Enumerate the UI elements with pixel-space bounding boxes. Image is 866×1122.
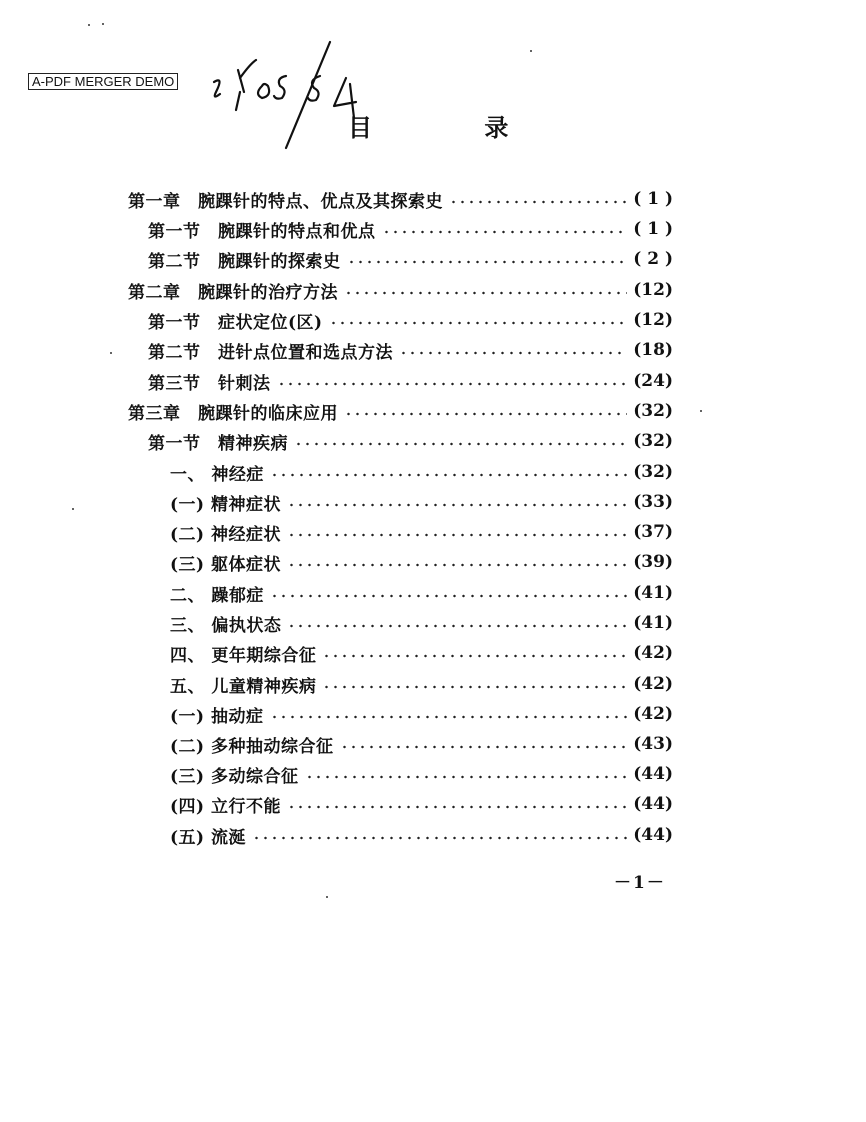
toc-page: (32) bbox=[633, 462, 673, 482]
toc-label: 二、 躁郁症 bbox=[170, 585, 264, 606]
toc-entry bbox=[148, 216, 673, 242]
scan-speck bbox=[326, 896, 328, 898]
toc-entry bbox=[170, 549, 673, 575]
toc-entry bbox=[170, 671, 673, 697]
page-number: －1－ bbox=[614, 873, 666, 893]
toc-page: ( 1 ) bbox=[633, 219, 673, 239]
toc-entry bbox=[148, 368, 673, 394]
toc-page: (44) bbox=[633, 825, 673, 845]
toc-label: (一) 精神症状 bbox=[170, 494, 282, 515]
toc-entry bbox=[148, 246, 673, 272]
toc-page: (43) bbox=[633, 734, 673, 754]
toc-entry bbox=[148, 337, 673, 363]
leader-dots bbox=[287, 805, 627, 809]
toc-label: 第三章 腕踝针的临床应用 bbox=[128, 403, 338, 424]
toc-entry bbox=[170, 580, 673, 606]
toc-label: 第二章 腕踝针的治疗方法 bbox=[128, 282, 338, 303]
toc-page: (32) bbox=[633, 401, 673, 421]
toc-page: (41) bbox=[633, 583, 673, 603]
leader-dots bbox=[382, 230, 628, 234]
toc-label: 四、 更年期综合征 bbox=[170, 645, 317, 666]
leader-dots bbox=[399, 351, 627, 355]
toc-label: 第一节 症状定位(区) bbox=[148, 312, 323, 333]
toc-page: (33) bbox=[633, 492, 673, 512]
toc-page: ( 1 ) bbox=[633, 189, 673, 209]
toc-entry bbox=[128, 277, 673, 303]
leader-dots bbox=[270, 473, 627, 477]
leader-dots bbox=[340, 745, 628, 749]
toc-label: 第一章 腕踝针的特点、优点及其探索史 bbox=[128, 191, 443, 212]
leader-dots bbox=[252, 836, 627, 840]
toc-entry bbox=[170, 610, 673, 636]
scan-speck bbox=[530, 50, 532, 52]
toc-page: (12) bbox=[633, 280, 673, 300]
leader-dots bbox=[449, 200, 627, 204]
toc-page: ( 2 ) bbox=[633, 249, 673, 269]
leader-dots bbox=[294, 442, 627, 446]
scan-speck bbox=[110, 352, 112, 354]
page-title: 目 录 bbox=[348, 113, 561, 142]
toc-entry bbox=[170, 701, 673, 727]
toc-entry bbox=[170, 640, 673, 666]
toc-page: (37) bbox=[633, 522, 673, 542]
toc-entry bbox=[170, 761, 673, 787]
toc-label: (二) 神经症状 bbox=[170, 524, 282, 545]
toc-entry bbox=[170, 731, 673, 757]
toc-page: (44) bbox=[633, 794, 673, 814]
toc-label: (一) 抽动症 bbox=[170, 706, 264, 727]
toc-page: (42) bbox=[633, 674, 673, 694]
leader-dots bbox=[270, 594, 627, 598]
toc-entry bbox=[170, 489, 673, 515]
toc-entry bbox=[148, 307, 673, 333]
toc-label: (五) 流涎 bbox=[170, 827, 247, 848]
toc-entry bbox=[170, 459, 673, 485]
leader-dots bbox=[277, 382, 628, 386]
leader-dots bbox=[287, 533, 627, 537]
toc-page: (32) bbox=[633, 431, 673, 451]
leader-dots bbox=[344, 291, 627, 295]
toc-entry bbox=[128, 186, 673, 212]
toc-page: (12) bbox=[633, 310, 673, 330]
toc-entry bbox=[148, 428, 673, 454]
leader-dots bbox=[305, 775, 628, 779]
toc-label: (三) 躯体症状 bbox=[170, 554, 282, 575]
toc-label: 第三节 针刺法 bbox=[148, 373, 271, 394]
leader-dots bbox=[347, 260, 628, 264]
toc-entry bbox=[128, 398, 673, 424]
toc-entry bbox=[170, 791, 673, 817]
toc-page: (24) bbox=[633, 371, 673, 391]
toc-label: 五、 儿童精神疾病 bbox=[170, 676, 317, 697]
scan-speck bbox=[700, 410, 702, 412]
leader-dots bbox=[344, 412, 627, 416]
scan-speck bbox=[88, 24, 90, 26]
toc-label: 三、 偏执状态 bbox=[170, 615, 282, 636]
toc-page: (42) bbox=[633, 704, 673, 724]
leader-dots bbox=[287, 624, 627, 628]
toc-label: (四) 立行不能 bbox=[170, 796, 282, 817]
toc-page: (44) bbox=[633, 764, 673, 784]
toc-entry bbox=[170, 822, 673, 848]
leader-dots bbox=[287, 503, 627, 507]
toc-label: (三) 多动综合征 bbox=[170, 766, 299, 787]
toc-entry bbox=[170, 519, 673, 545]
leader-dots bbox=[322, 654, 627, 658]
leader-dots bbox=[329, 321, 628, 325]
toc-page: (42) bbox=[633, 643, 673, 663]
watermark-stamp: A-PDF MERGER DEMO bbox=[28, 73, 178, 90]
toc-page: (39) bbox=[633, 552, 673, 572]
leader-dots bbox=[270, 715, 628, 719]
toc-label: 一、 神经症 bbox=[170, 464, 264, 485]
toc-page: (18) bbox=[633, 340, 673, 360]
toc-label: 第一节 精神疾病 bbox=[148, 433, 288, 454]
leader-dots bbox=[287, 563, 627, 567]
scan-speck bbox=[102, 23, 104, 25]
toc-label: 第一节 腕踝针的特点和优点 bbox=[148, 221, 376, 242]
toc-label: 第二节 腕踝针的探索史 bbox=[148, 251, 341, 272]
toc-label: (二) 多种抽动综合征 bbox=[170, 736, 334, 757]
toc-page: (41) bbox=[633, 613, 673, 633]
scan-speck bbox=[72, 508, 74, 510]
leader-dots bbox=[322, 685, 627, 689]
toc-label: 第二节 进针点位置和选点方法 bbox=[148, 342, 393, 363]
